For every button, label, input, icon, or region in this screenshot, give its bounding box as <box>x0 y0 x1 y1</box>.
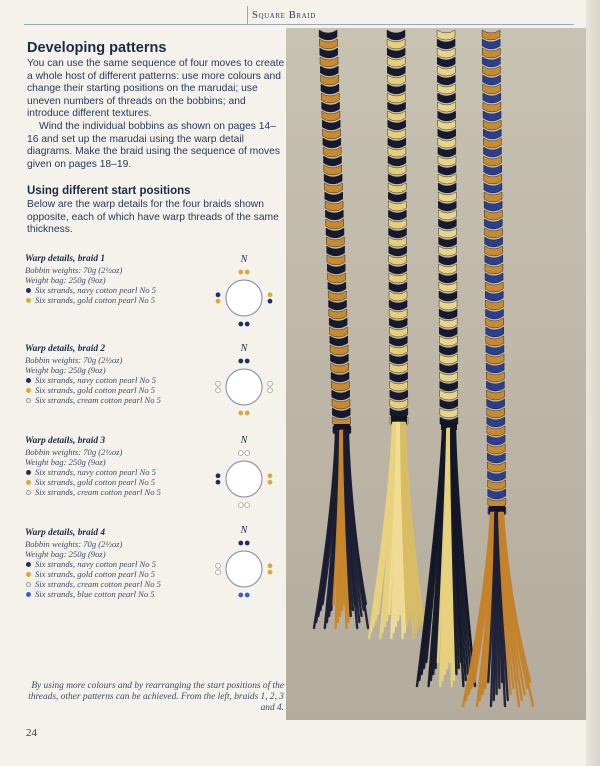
thread-label: Six strands, navy cotton pearl No 5 <box>35 375 157 385</box>
marudai-mirror <box>226 551 262 587</box>
navy-bobbin-dot <box>245 322 250 327</box>
marudai-mirror <box>226 280 262 316</box>
running-head: Square Braid <box>252 10 316 21</box>
braid-3 <box>417 30 475 686</box>
navy-thread-bullet <box>26 562 31 567</box>
navy-bobbin-dot <box>268 299 273 304</box>
paragraph: Wind the individual bobbins as shown on pages 14–16 and set up the marudai using the warp detail diagrams. Make the braid using the sequence of moves given on pages 18–19. <box>27 120 280 170</box>
thread-label: Six strands, gold cotton pearl No 5 <box>35 385 156 395</box>
north-label: N <box>240 435 248 446</box>
navy-bobbin-dot <box>216 480 221 485</box>
navy-thread-bullet <box>26 288 31 293</box>
header-rule <box>24 24 574 25</box>
cream-bobbin-dot <box>245 503 250 508</box>
cream-bobbin-dot <box>245 451 250 456</box>
marudai-mirror <box>226 369 262 405</box>
gold-bobbin-dot <box>268 292 273 297</box>
thread-label: Six strands, navy cotton pearl No 5 <box>35 285 157 295</box>
navy-thread-bullet <box>26 470 31 475</box>
braid-1 <box>314 30 368 628</box>
cream-bobbin-dot <box>216 570 221 575</box>
cream-thread-bullet <box>26 490 31 495</box>
cream-bobbin-dot <box>216 563 221 568</box>
thread-label: Six strands, cream cotton pearl No 5 <box>35 395 161 405</box>
bobbin-weight: Bobbin weights: 70g (2½oz) <box>25 539 123 549</box>
gold-thread-bullet <box>26 572 31 577</box>
thread-label: Six strands, cream cotton pearl No 5 <box>35 579 161 589</box>
navy-bobbin-dot <box>238 541 243 546</box>
gold-thread-bullet <box>26 298 31 303</box>
navy-bobbin-dot <box>245 359 250 364</box>
braid-4 <box>463 30 533 706</box>
bobbin-weight: Bobbin weights: 70g (2½oz) <box>25 355 123 365</box>
marudai-mirror <box>226 461 262 497</box>
bobbin-weight: Bobbin weights: 70g (2½oz) <box>25 447 123 457</box>
gold-bobbin-dot <box>245 411 250 416</box>
thread-label: Six strands, cream cotton pearl No 5 <box>35 487 161 497</box>
thread-label: Six strands, navy cotton pearl No 5 <box>35 559 157 569</box>
cream-bobbin-dot <box>238 503 243 508</box>
gold-bobbin-dot <box>268 473 273 478</box>
navy-thread-bullet <box>26 378 31 383</box>
navy-bobbin-dot <box>216 292 221 297</box>
page-number: 24 <box>26 727 37 739</box>
navy-bobbin-dot <box>216 473 221 478</box>
section-title: Developing patterns <box>27 40 167 56</box>
navy-bobbin-dot <box>238 359 243 364</box>
blue-thread-bullet <box>26 592 31 597</box>
thread-label: Six strands, gold cotton pearl No 5 <box>35 569 156 579</box>
warp-title: Warp details, braid 2 <box>25 344 106 354</box>
gold-thread-bullet <box>26 480 31 485</box>
braid-2 <box>369 30 425 638</box>
gold-bobbin-dot <box>245 270 250 275</box>
weight-bag: Weight bag: 250g (9oz) <box>25 365 106 375</box>
header-tick <box>247 6 248 25</box>
warp-title: Warp details, braid 4 <box>25 528 106 538</box>
cream-bobbin-dot <box>268 388 273 393</box>
paragraph: You can use the same sequence of four moves to create a whole host of different patterns: use more colours and change their starting positions on the marudai; use uneven numbers of threads on the bobbins; and introduce different textures. <box>27 58 285 120</box>
cream-bobbin-dot <box>268 381 273 386</box>
weight-bag: Weight bag: 250g (9oz) <box>25 275 106 285</box>
cream-thread-bullet <box>26 398 31 403</box>
gold-bobbin-dot <box>216 299 221 304</box>
marudai-diagram-braid-3 <box>208 434 280 516</box>
section-body <box>27 58 285 171</box>
navy-bobbin-dot <box>245 541 250 546</box>
thread-label: Six strands, gold cotton pearl No 5 <box>35 295 156 305</box>
warp-title: Warp details, braid 3 <box>25 436 106 446</box>
north-label: N <box>240 254 248 265</box>
weight-bag: Weight bag: 250g (9oz) <box>25 457 106 467</box>
blue-bobbin-dot <box>245 593 250 598</box>
thread-label: Six strands, blue cotton pearl No 5 <box>35 589 155 599</box>
north-label: N <box>240 525 248 536</box>
cream-bobbin-dot <box>216 388 221 393</box>
photo-caption: By using more colours and by rearranging the start positions of the threads, other patterns can be achieved. From the left, braids 1, 2, 3 and 4. <box>28 681 284 713</box>
gold-bobbin-dot <box>238 270 243 275</box>
cream-thread-bullet <box>26 582 31 587</box>
gold-bobbin-dot <box>268 570 273 575</box>
marudai-diagram-braid-4 <box>208 524 280 606</box>
braids-photo <box>286 28 586 720</box>
north-label: N <box>240 343 248 354</box>
weight-bag: Weight bag: 250g (9oz) <box>25 549 106 559</box>
gold-bobbin-dot <box>238 411 243 416</box>
marudai-diagram-braid-2 <box>208 342 280 424</box>
navy-bobbin-dot <box>238 322 243 327</box>
gold-bobbin-dot <box>268 563 273 568</box>
cream-bobbin-dot <box>216 381 221 386</box>
thread-label: Six strands, navy cotton pearl No 5 <box>35 467 157 477</box>
warp-title: Warp details, braid 1 <box>25 254 106 264</box>
page-edge <box>586 0 600 766</box>
subsection-title: Using different start positions <box>27 185 191 197</box>
blue-bobbin-dot <box>238 593 243 598</box>
cream-bobbin-dot <box>238 451 243 456</box>
marudai-diagram-braid-1 <box>208 253 280 335</box>
subsection-intro: Below are the warp details for the four braids shown opposite, each of which have warp threads of the same thickness. <box>27 199 279 236</box>
bobbin-weight: Bobbin weights: 70g (2½oz) <box>25 265 123 275</box>
gold-bobbin-dot <box>268 480 273 485</box>
thread-label: Six strands, gold cotton pearl No 5 <box>35 477 156 487</box>
gold-thread-bullet <box>26 388 31 393</box>
